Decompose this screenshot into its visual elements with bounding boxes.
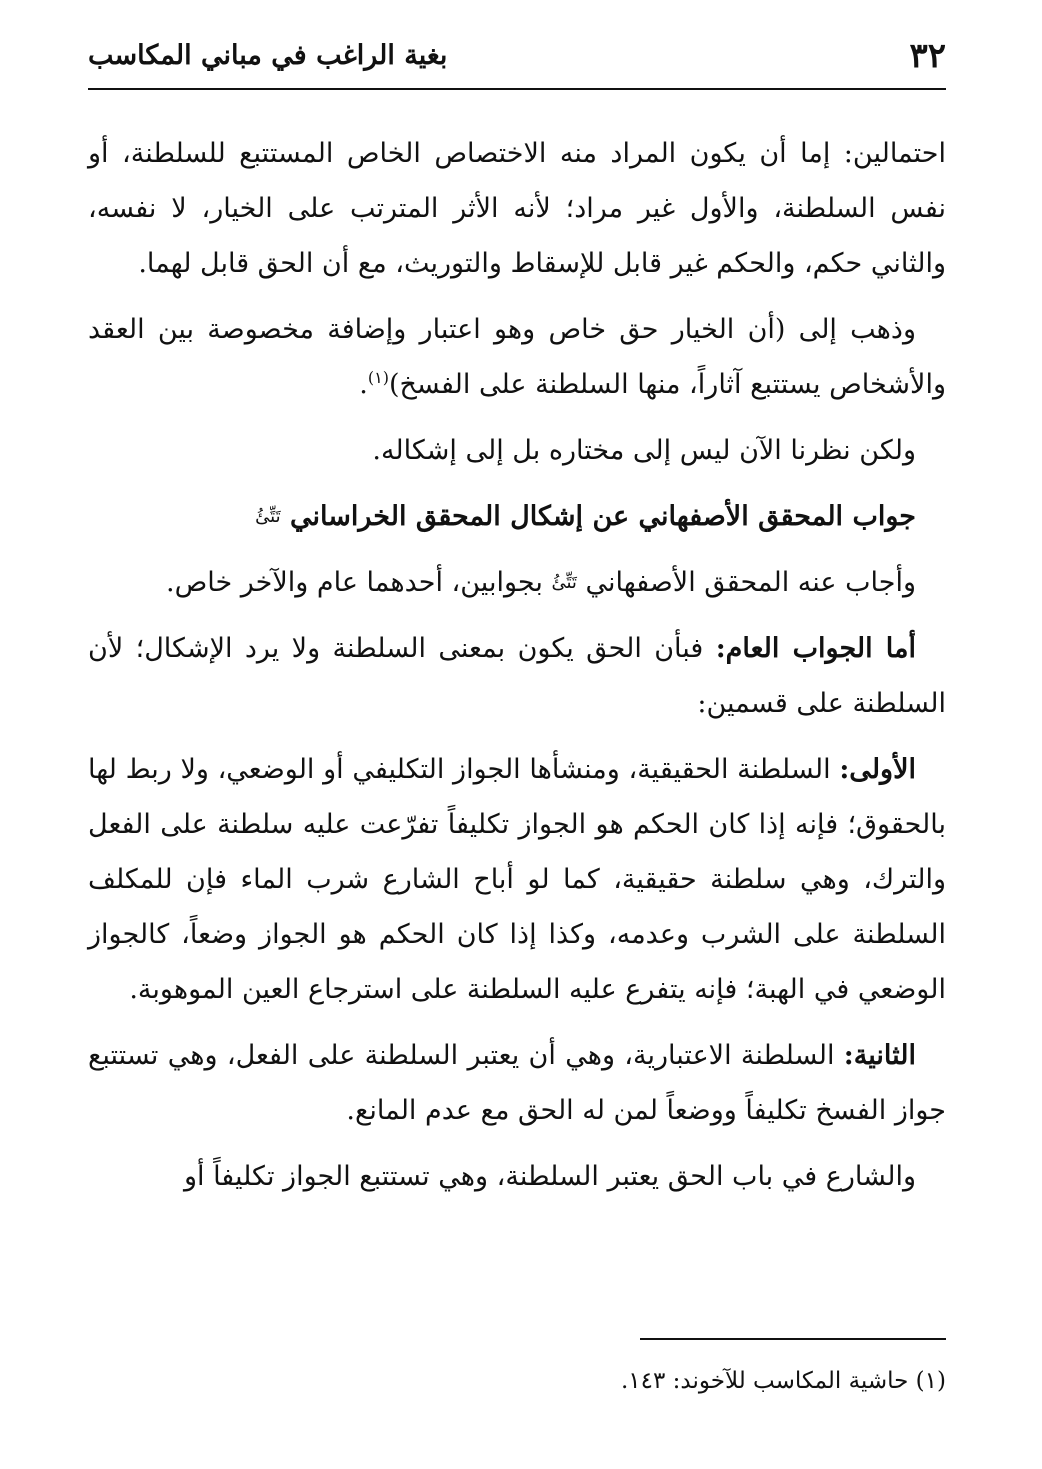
header-divider (88, 88, 946, 90)
paragraph-2-text: وذهب إلى (أن الخيار حق خاص وهو اعتبار وإضافة مخصوصة بين العقد والأشخاص يستتبع آثاراً، منها السلطنة على الفسخ) (88, 314, 946, 400)
section-heading-text: جواب المحقق الأصفهاني عن إشكال المحقق الخراساني (290, 501, 916, 532)
paragraph-6-text: السلطنة الحقيقية، ومنشأها الجواز التكليفي أو الوضعي، ولا ربط لها بالحقوق؛ فإنه إذا كان الحكم هو الجواز تكليفاً تفرّعت عليه سلطنة على الفعل والترك، وهي سلطنة حقيقية، كما لو أباح الشارع شرب الماء فإن للمكلف السلطنة على الشرب وعدمه، وكذا إذا كان الحكم هو الجواز وضعاً، كالجواز الوضعي في الهبة؛ فإنه يتفرع عليه السلطنة على استرجاع العين الموهوبة. (88, 754, 946, 1005)
footnote-reference[interactable]: (١) (367, 368, 389, 387)
honorific-mark: تَتِّئُ (551, 572, 577, 593)
honorific-mark: تَتِّئُ (255, 506, 281, 527)
paragraph-7 (88, 1028, 946, 1138)
paragraph-5-text: فبأن الحق يكون بمعنى السلطنة ولا يرد الإشكال؛ لأن السلطنة على قسمين: (88, 633, 946, 719)
page-number: ٣٢ (909, 36, 946, 76)
paragraph-2-end: . (359, 369, 368, 400)
main-text (88, 126, 946, 1215)
paragraph-1: احتمالين: إما أن يكون المراد منه الاختصاص الخاص المستتبع للسلطنة، أو نفس السلطنة، والأول غير مراد؛ لأنه الأثر المترتب على الخيار، لا نفسه، والثاني حكم، والحكم غير قابل للإسقاط والتوريث، مع أن الحق قابل لهما. (88, 138, 946, 279)
paragraph-4 (88, 555, 946, 610)
page-header (88, 28, 946, 88)
paragraph-4-part1: وأجاب عنه المحقق الأصفهاني (585, 567, 916, 598)
second-type-label: الثانية: (843, 1040, 916, 1071)
footnote-1: (١) حاشية المكاسب للآخوند: ١٤٣. (620, 1368, 946, 1394)
paragraph-5 (88, 621, 946, 731)
paragraph-3: ولكن نظرنا الآن ليس إلى مختاره بل إلى إشكاله. (372, 435, 916, 466)
first-type-label: الأولى: (839, 754, 916, 785)
general-answer-label: أما الجواب العام: (715, 633, 916, 664)
running-title: بغية الراغب في مباني المكاسب (88, 40, 448, 71)
section-heading (88, 489, 946, 544)
paragraph-4-part2: بجوابين، أحدهما عام والآخر خاص. (166, 567, 543, 598)
paragraph-2 (88, 302, 946, 412)
paragraph-6 (88, 742, 946, 1017)
footnote-divider (640, 1338, 946, 1340)
paragraph-8: والشارع في باب الحق يعتبر السلطنة، وهي تستتبع الجواز تكليفاً أو (183, 1161, 916, 1192)
paragraph-7-text: السلطنة الاعتبارية، وهي أن يعتبر السلطنة على الفعل، وهي تستتبع جواز الفسخ تكليفاً ووضعاً لمن له الحق مع عدم المانع. (88, 1040, 946, 1126)
